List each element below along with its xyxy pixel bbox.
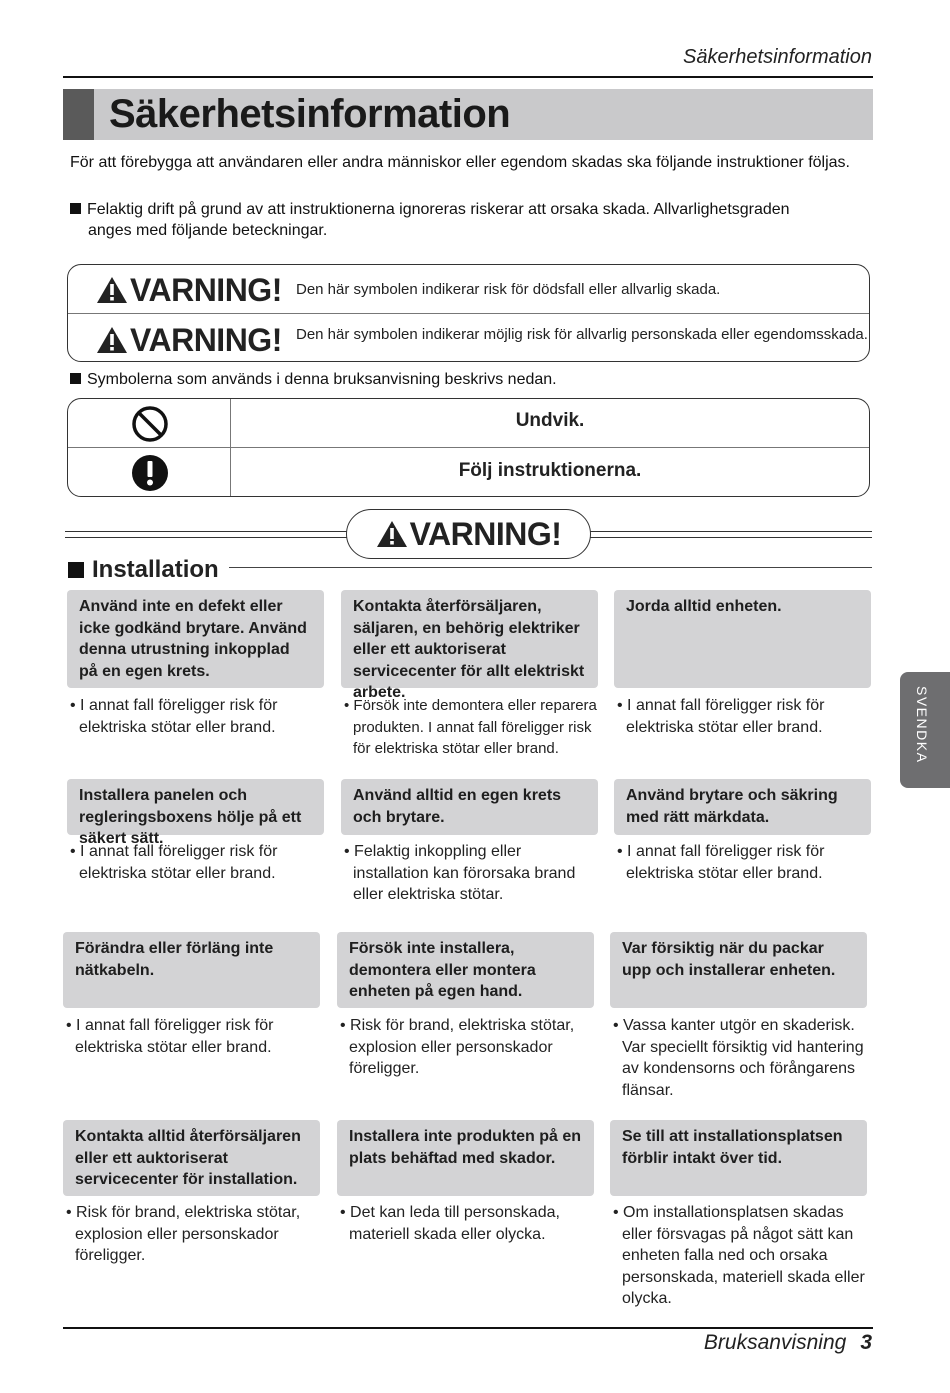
symbol-label-follow: Följ instruktionerna. (458, 460, 642, 481)
instruction-note: • I annat fall föreligger risk för elektriska stötar eller brand. (66, 1017, 274, 1056)
page-title: Säkerhetsinformation (109, 92, 511, 136)
warning-triangle-icon (376, 520, 408, 548)
symbols-intro: Symbolerna som används i denna bruksanvisning beskrivs nedan. (70, 369, 870, 390)
instruction-note: • Vassa kanter utgör en skaderisk. Var speciellt försiktig vid hantering av kondensorns och förångarens flänsar. (613, 1017, 864, 1099)
instruction-heading: Använd brytare och säkring med rätt märkdata. (614, 779, 871, 835)
square-bullet-icon (68, 562, 84, 578)
warning-label: VARNING! (96, 272, 282, 309)
double-rule-right (590, 531, 872, 538)
page-footer (704, 1331, 872, 1355)
square-bullet-icon (70, 373, 81, 384)
symbol-label-avoid: Undvik. (515, 410, 585, 431)
instruction-note: • Felaktig inkoppling eller installation kan förorsaka brand eller elektriska stötar. (344, 843, 576, 903)
instruction-note: • Om installationsplatsen skadas eller försvagas på något sätt kan enheten falla ned och orsaka personskada, materiell skada eller olycka. (613, 1204, 865, 1307)
square-bullet-icon (70, 203, 81, 214)
instruction-heading: Försök inte installera, demontera eller montera enheten på egen hand. (337, 932, 594, 1008)
warning-description: Den här symbolen indikerar möjlig risk för allvarlig personskada eller egendomsskada. (296, 326, 868, 343)
warning-triangle-icon (96, 326, 128, 354)
instruction-note: • I annat fall föreligger risk för elektriska stötar eller brand. (70, 697, 278, 736)
section-heading: Installation (68, 556, 219, 584)
running-header: Säkerhetsinformation (683, 46, 872, 68)
prohibition-icon (131, 405, 169, 443)
instruction-heading: Kontakta alltid återförsäljaren eller ett auktoriserat servicecenter för installation. (63, 1120, 320, 1196)
instruction-heading: Förändra eller förläng inte nätkabeln. (63, 932, 320, 1008)
warning-label: VARNING! (96, 322, 282, 359)
title-accent-block (63, 89, 94, 140)
instruction-note: • I annat fall föreligger risk för elektriska stötar eller brand. (70, 843, 278, 882)
warning-banner: VARNING! (346, 509, 591, 559)
warning-level-row (96, 270, 282, 310)
divider (68, 313, 869, 314)
exclamation-icon (131, 454, 169, 492)
instruction-heading: Jorda alltid enheten. (614, 590, 871, 688)
instruction-note: • Risk för brand, elektriska stötar, explosion eller personskador föreligger. (66, 1204, 301, 1264)
instruction-heading: Se till att installationsplatsen förblir intakt över tid. (610, 1120, 867, 1196)
instruction-note: • Försök inte demontera eller reparera produkten. I annat fall föreligger risk för elektriska stötar eller brand. (344, 697, 597, 757)
instruction-heading: Installera panelen och regleringsboxens hölje på ett säkert sätt. (67, 779, 324, 835)
manual-name: Bruksanvisning (703, 1331, 847, 1354)
section-rule (229, 567, 872, 568)
instruction-heading: Använd alltid en egen krets och brytare. (341, 779, 598, 835)
instruction-note: • Risk för brand, elektriska stötar, explosion eller personskador föreligger. (340, 1017, 575, 1077)
header-rule (63, 76, 873, 78)
footer-rule (63, 1327, 873, 1329)
language-side-tab: SVENDKA (900, 672, 950, 788)
warning-level-row (96, 320, 282, 360)
intro-paragraph: För att förebygga att användaren eller andra människor eller egendom skadas ska följande instruktioner följas. (70, 154, 850, 171)
instruction-heading: Installera inte produkten på en plats behäftad med skador. (337, 1120, 594, 1196)
warning-levels-box (67, 264, 870, 362)
instruction-heading: Kontakta återförsäljaren, säljaren, en behörig elektriker eller ett auktoriserat servicecenter för allt elektriskt arbete. (341, 590, 598, 688)
instruction-note: • I annat fall föreligger risk för elektriska stötar eller brand. (617, 697, 825, 736)
instruction-note: • Det kan leda till personskada, materiell skada eller olycka. (340, 1204, 560, 1243)
instruction-heading: Var försiktig när du packar upp och installerar enheten. (610, 932, 867, 1008)
double-rule-left (65, 531, 347, 538)
divider (68, 447, 869, 448)
instruction-heading: Använd inte en defekt eller icke godkänd brytare. Använd denna utrustning inkopplad på en egen krets. (67, 590, 324, 688)
warning-description: Den här symbolen indikerar risk för dödsfall eller allvarlig skada. (296, 281, 721, 298)
intro-bullet: Felaktig drift på grund av att instruktionerna ignoreras riskerar att orsaka skada. Allvarlighetsgraden anges med följande beteckningar. (70, 199, 870, 241)
page-number: 3 (860, 1331, 872, 1354)
instruction-note: • I annat fall föreligger risk för elektriska stötar eller brand. (617, 843, 825, 882)
warning-triangle-icon (96, 276, 128, 304)
symbols-box (67, 398, 870, 497)
